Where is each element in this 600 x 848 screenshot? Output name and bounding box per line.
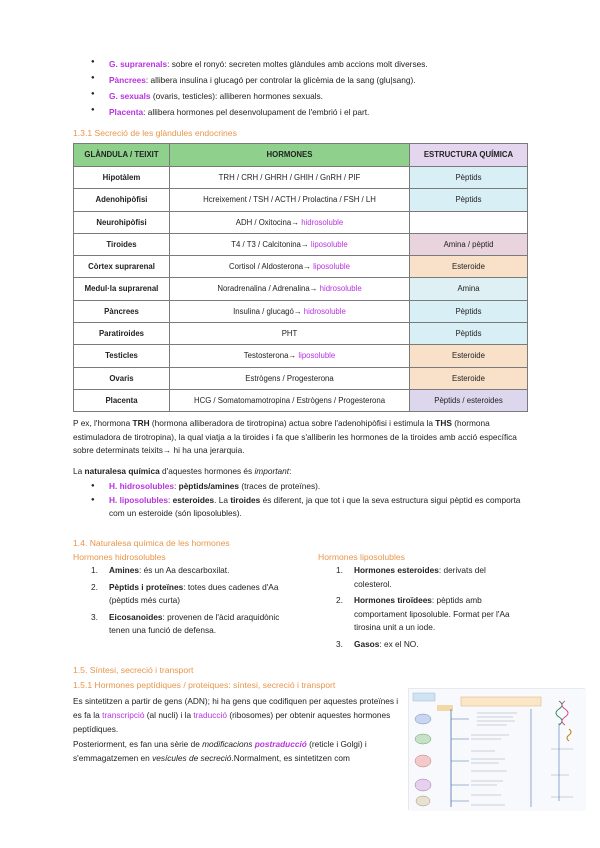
cell-gland: Còrtex suprarenal — [74, 256, 170, 278]
cell-structure: Esteroide — [410, 367, 528, 389]
section-heading-1-5-1: 1.5.1 Hormones peptídiques / proteiques: síntesi, secreció i transport — [73, 680, 336, 690]
cell-hormones: Cortisol / Aldosterona→ liposoluble — [170, 256, 410, 278]
cell-structure: Pèptids / esteroides — [410, 389, 528, 411]
cell-gland: Adenohipòfisi — [74, 189, 170, 211]
section-heading-1-3-1: 1.3.1 Secreció de les glàndules endocrines — [73, 128, 237, 138]
list-item: 1. Amines: és un Aa descarboxilat. — [91, 565, 230, 576]
table-row — [74, 389, 528, 411]
cell-gland: Neurohipòfisi — [74, 211, 170, 233]
naturalesa-intro: La naturalesa química d'aquestes hormones és important: — [73, 466, 292, 476]
table-header-row — [74, 144, 528, 167]
cell-gland: Tiroides — [74, 233, 170, 255]
trh-paragraph: P ex, l'hormona TRH (hormona alliberadora de tirotropina) actua sobre l'adenohipòfisi i estimula la THS (hormona estimuladora de tirotropina), la qual viatja a la tiroides i fa que s'alliberin les hormones de la tiroides amb acció específica sobre determinats teixits→ hi ha una jerarquia. — [73, 418, 517, 455]
cell-gland: Pàncrees — [74, 300, 170, 322]
list-item: 3. Eicosanoides: provenen de l'àcid araquidònic tenen una funció de defensa. — [91, 611, 280, 636]
cell-hormones: ADH / Oxitocina→ hidrosoluble — [170, 211, 410, 233]
cell-structure — [410, 211, 528, 233]
table-row — [74, 345, 528, 367]
table-row — [74, 211, 528, 233]
cell-hormones: Hcreixement / TSH / ACTH / Prolactina / FSH / LH — [170, 189, 410, 211]
table-row — [74, 367, 528, 389]
hidrosolubles-title: Hormones hidrosolubles — [73, 552, 166, 562]
table-row — [74, 189, 528, 211]
list-item: ● G. suprarenals: sobre el ronyó: secreten moltes glàndules amb accions molt diverses. — [73, 56, 543, 72]
gland-bullet-list — [73, 56, 543, 120]
cell-hormones: TRH / CRH / GHRH / GHIH / GnRH / PIF — [170, 167, 410, 189]
cell-hormones: Testosterona→ liposoluble — [170, 345, 410, 367]
cell-gland: Paratiroides — [74, 323, 170, 345]
list-item: ● Placenta: allibera hormones pel desenvolupament de l'embrió i el part. — [73, 104, 543, 120]
cell-hormones: PHT — [170, 323, 410, 345]
cell-hormones: Estrògens / Progesterona — [170, 367, 410, 389]
cell-gland: Hipotàlem — [74, 167, 170, 189]
table-row — [74, 278, 528, 300]
cell-structure: Esteroide — [410, 256, 528, 278]
table-row — [74, 256, 528, 278]
cell-hormones: Noradrenalina / Adrenalina→ hidrosoluble — [170, 278, 410, 300]
cell-hormones: T4 / T3 / Calcitonina→ liposoluble — [170, 233, 410, 255]
cell-structure: Amina / pèptid — [410, 233, 528, 255]
list-item: 1. Hormones esteroides: derivats del colesterol. — [336, 565, 486, 589]
synthesis-diagram-image — [409, 689, 586, 811]
cell-gland: Placenta — [74, 389, 170, 411]
cell-structure: Amina — [410, 278, 528, 300]
list-item: 2. Hormones tiroïdees: pèptids amb comportament liposoluble. Format per l'Aa tirosina unit a un iode. — [336, 595, 510, 633]
section-heading-1-4: 1.4. Naturalesa química de les hormones — [73, 538, 230, 548]
cell-structure: Pèptids — [410, 300, 528, 322]
section-heading-1-5: 1.5. Síntesi, secreció i transport — [73, 665, 194, 675]
table-row — [74, 323, 528, 345]
peptide-synthesis-figure — [408, 688, 585, 810]
cell-structure: Pèptids — [410, 189, 528, 211]
cell-structure: Esteroide — [410, 345, 528, 367]
cell-hormones: HCG / Somatomamotropina / Estrògens / Progesterona — [170, 389, 410, 411]
list-item: 3. Gasos: ex el NO. — [336, 638, 419, 649]
list-item: ● G. sexuals (ovaris, testicles): alliberen hormones sexuals. — [73, 88, 543, 104]
list-item: 2. Pèptids i proteïnes: totes dues cadenes d'Aa (pèptids més curta) — [91, 581, 279, 606]
cell-hormones: Insulina / glucagó→ hidrosoluble — [170, 300, 410, 322]
column-header-hormones: HORMONES — [170, 144, 410, 167]
table-row — [74, 233, 528, 255]
naturalesa-list — [73, 480, 528, 521]
cell-gland: Ovaris — [74, 367, 170, 389]
table-row — [74, 300, 528, 322]
cell-structure: Pèptids — [410, 167, 528, 189]
cell-gland: Testicles — [74, 345, 170, 367]
cell-gland: Medul·la suprarenal — [74, 278, 170, 300]
liposolubles-column — [318, 551, 523, 651]
liposolubles-title: Hormones liposolubles — [318, 552, 405, 562]
endocrine-table — [73, 143, 528, 412]
cell-structure: Pèptids — [410, 323, 528, 345]
hidrosolubles-list — [73, 564, 288, 638]
hidrosolubles-column — [73, 551, 288, 638]
list-item: ● H. hidrosolubles: pèptids/amines (traces de proteïnes). — [73, 480, 528, 494]
column-header-structure: ESTRUCTURA QUÍMICA — [410, 144, 528, 167]
table-row — [74, 167, 528, 189]
list-item: ● H. liposolubles: esteroides. La tiroides és diferent, ja que tot i que la seva estructura sigui pèptid es comporta com un esteroide (són liposolubles). — [73, 494, 528, 521]
synthesis-paragraph: Es sintetitzen a partir de gens (ADN); hi ha gens que codifiquen per aquestes proteïnes i es fa la transcripció (al nucli) i la traducció (ribosomes) per obtenir aquestes hormones peptídiques. Posteriorment, es fan una sèrie de modificacions postraducció (reticle i Golgi) i s'emmagatzemen en vesícules de secreció.Normalment, es sintetitzen com — [73, 696, 399, 763]
column-header-gland: GLÀNDULA / TEIXIT — [74, 144, 170, 167]
liposolubles-list — [318, 564, 523, 651]
list-item: ● Pàncrees: allibera insulina i glucagó per controlar la glicèmia de la sang (glu|sang). — [73, 72, 543, 88]
